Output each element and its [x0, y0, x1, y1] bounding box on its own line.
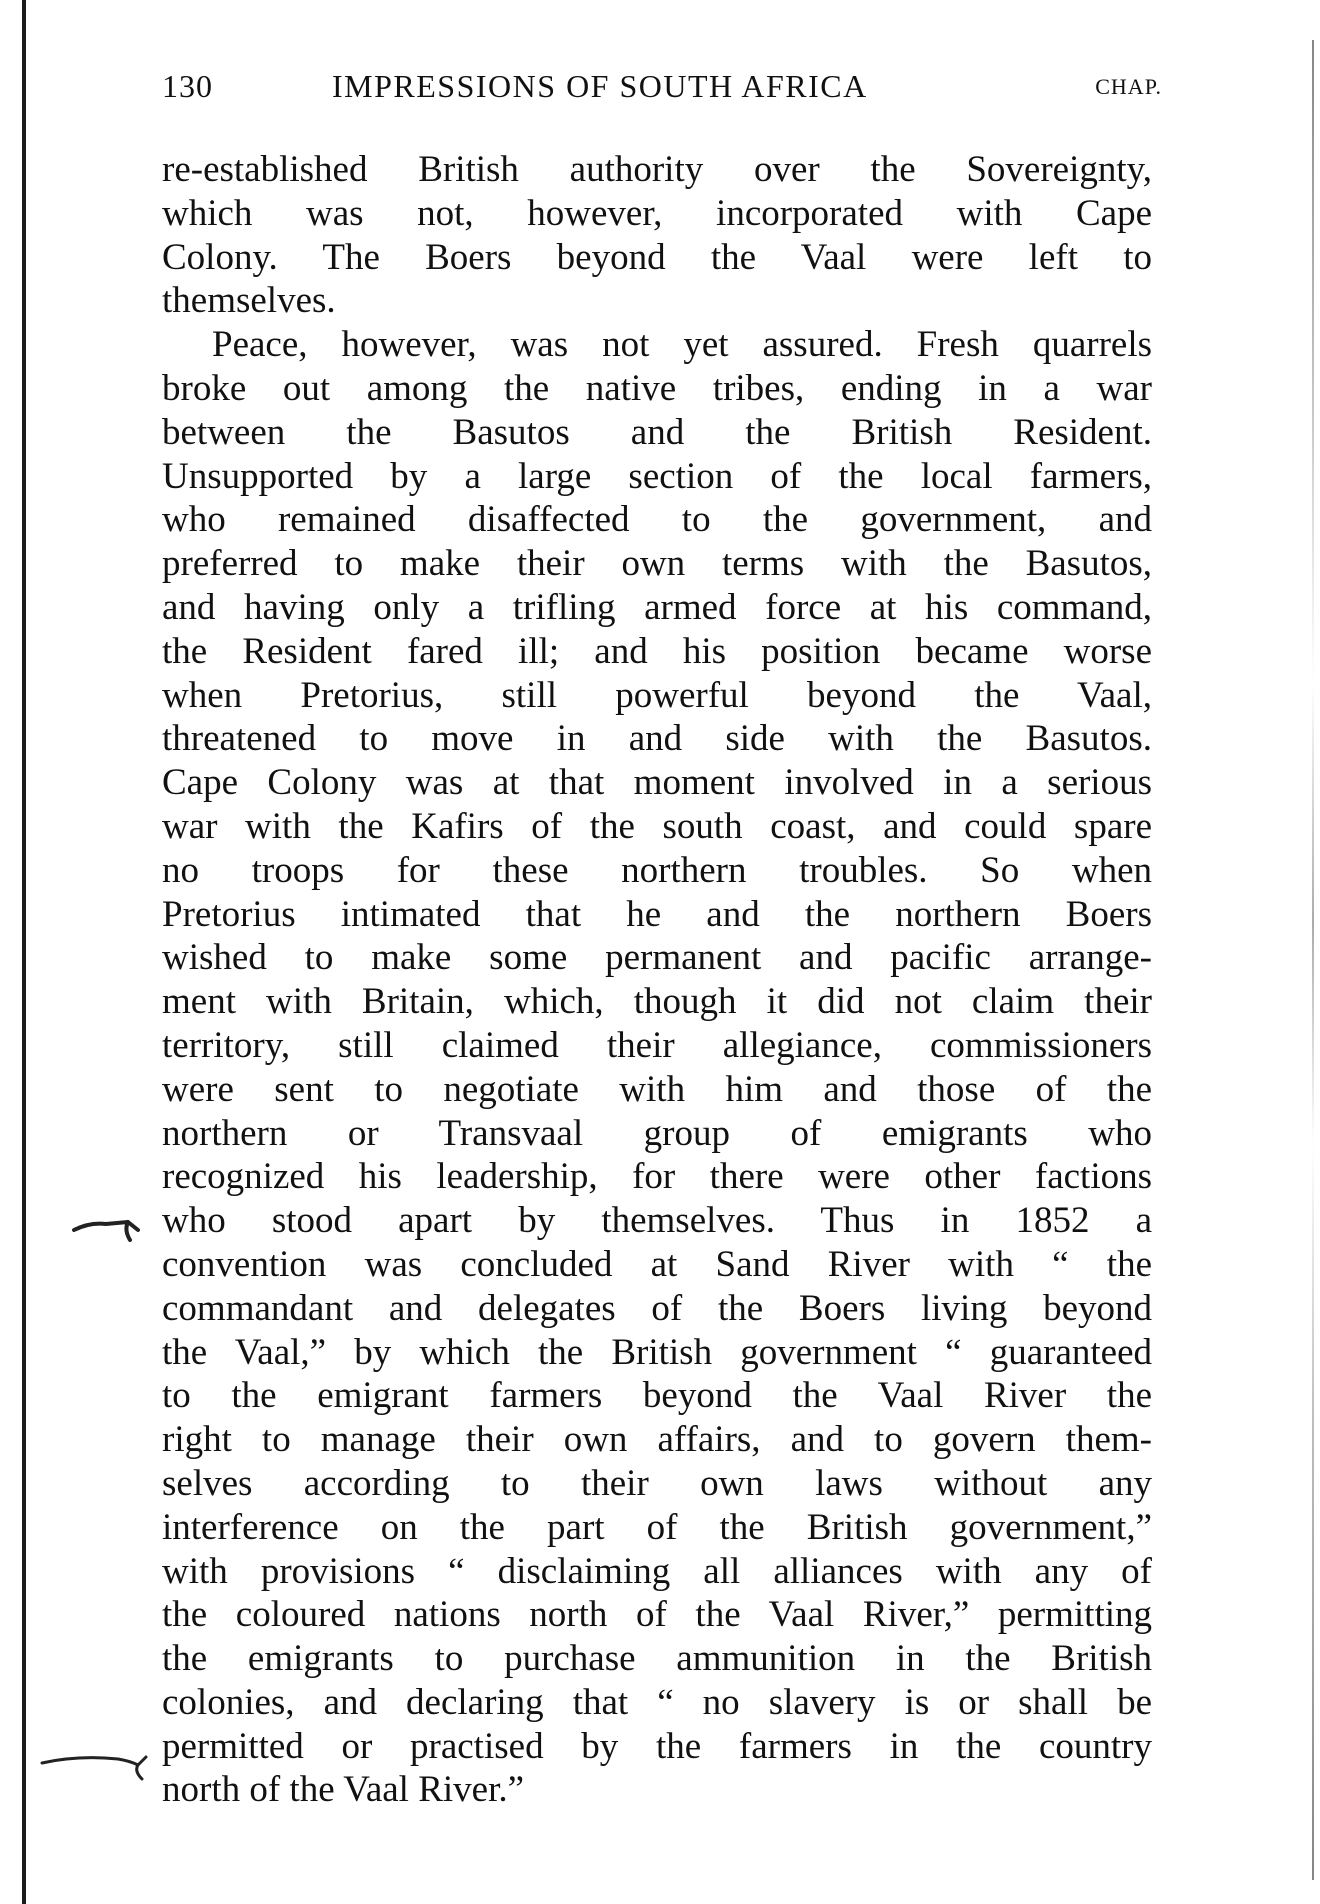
text-line: selves according to their own laws without any	[162, 1462, 1152, 1504]
text-line: wished to make some permanent and pacific arrange-	[162, 937, 1152, 979]
text-line: threatened to move in and side with the Basutos.	[162, 718, 1152, 760]
text-line: re-established British authority over the Sovereignty,	[162, 149, 1152, 190]
text-line: northern or Transvaal group of emigrants who	[162, 1112, 1152, 1154]
page-number: 130	[162, 68, 213, 104]
text-line: north of the Vaal River.”	[162, 1769, 525, 1811]
chapter-label: CHAP.	[1095, 74, 1162, 99]
text-line: and having only a trifling armed force at his command,	[162, 586, 1152, 628]
text-line: between the Basutos and the British Resident.	[162, 411, 1152, 453]
text-line: right to manage their own affairs, and to govern them-	[162, 1419, 1152, 1461]
text-line: Peace, however, was not yet assured. Fresh quarrels	[212, 324, 1152, 366]
body-text	[162, 148, 1152, 1812]
text-line: permitted or practised by the farmers in the country	[162, 1725, 1152, 1767]
text-line: with provisions “ disclaiming all alliances with any of	[162, 1550, 1152, 1592]
text-line: who remained disaffected to the government, and	[162, 499, 1152, 541]
text-line: to the emigrant farmers beyond the Vaal River the	[162, 1375, 1152, 1417]
text-line: when Pretorius, still powerful beyond the Vaal,	[162, 674, 1152, 716]
pencil-margin-mark	[38, 1735, 158, 1785]
text-line: convention was concluded at Sand River with “ the	[162, 1243, 1152, 1285]
text-line: the coloured nations north of the Vaal River,” permitting	[162, 1594, 1152, 1636]
text-line: commandant and delegates of the Boers living beyond	[162, 1287, 1152, 1329]
page-edge-shadow	[1312, 40, 1314, 1880]
text-line: Cape Colony was at that moment involved in a serious	[162, 762, 1152, 804]
text-line: preferred to make their own terms with the Basutos,	[162, 543, 1152, 585]
binding-edge	[22, 0, 26, 1904]
text-line: territory, still claimed their allegiance, commissioners	[162, 1024, 1152, 1066]
text-line: were sent to negotiate with him and those of the	[162, 1068, 1152, 1110]
text-line: Colony. The Boers beyond the Vaal were left to	[162, 236, 1152, 278]
text-line: which was not, however, incorporated with Cape	[162, 192, 1152, 234]
text-line: the Vaal,” by which the British government “ guaranteed	[162, 1331, 1152, 1373]
text-line: the emigrants to purchase ammunition in the British	[162, 1638, 1152, 1680]
text-line: Pretorius intimated that he and the northern Boers	[162, 893, 1152, 935]
running-header	[162, 62, 1162, 112]
pencil-margin-mark	[70, 1200, 150, 1250]
text-line: the Resident fared ill; and his position became worse	[162, 630, 1152, 672]
text-line: war with the Kafirs of the south coast, and could spare	[162, 805, 1152, 847]
running-title: IMPRESSIONS OF SOUTH AFRICA	[332, 68, 868, 104]
text-line: colonies, and declaring that “ no slavery is or shall be	[162, 1681, 1152, 1723]
text-line: interference on the part of the British government,”	[162, 1506, 1152, 1548]
text-line: Unsupported by a large section of the local farmers,	[162, 455, 1152, 497]
text-line: themselves.	[162, 280, 336, 322]
text-line: broke out among the native tribes, ending in a war	[162, 367, 1152, 409]
text-line: who stood apart by themselves. Thus in 1852 a	[162, 1200, 1152, 1242]
text-line: no troops for these northern troubles. So when	[162, 849, 1152, 891]
text-line: recognized his leadership, for there were other factions	[162, 1156, 1152, 1198]
text-line: ment with Britain, which, though it did not claim their	[162, 981, 1152, 1023]
